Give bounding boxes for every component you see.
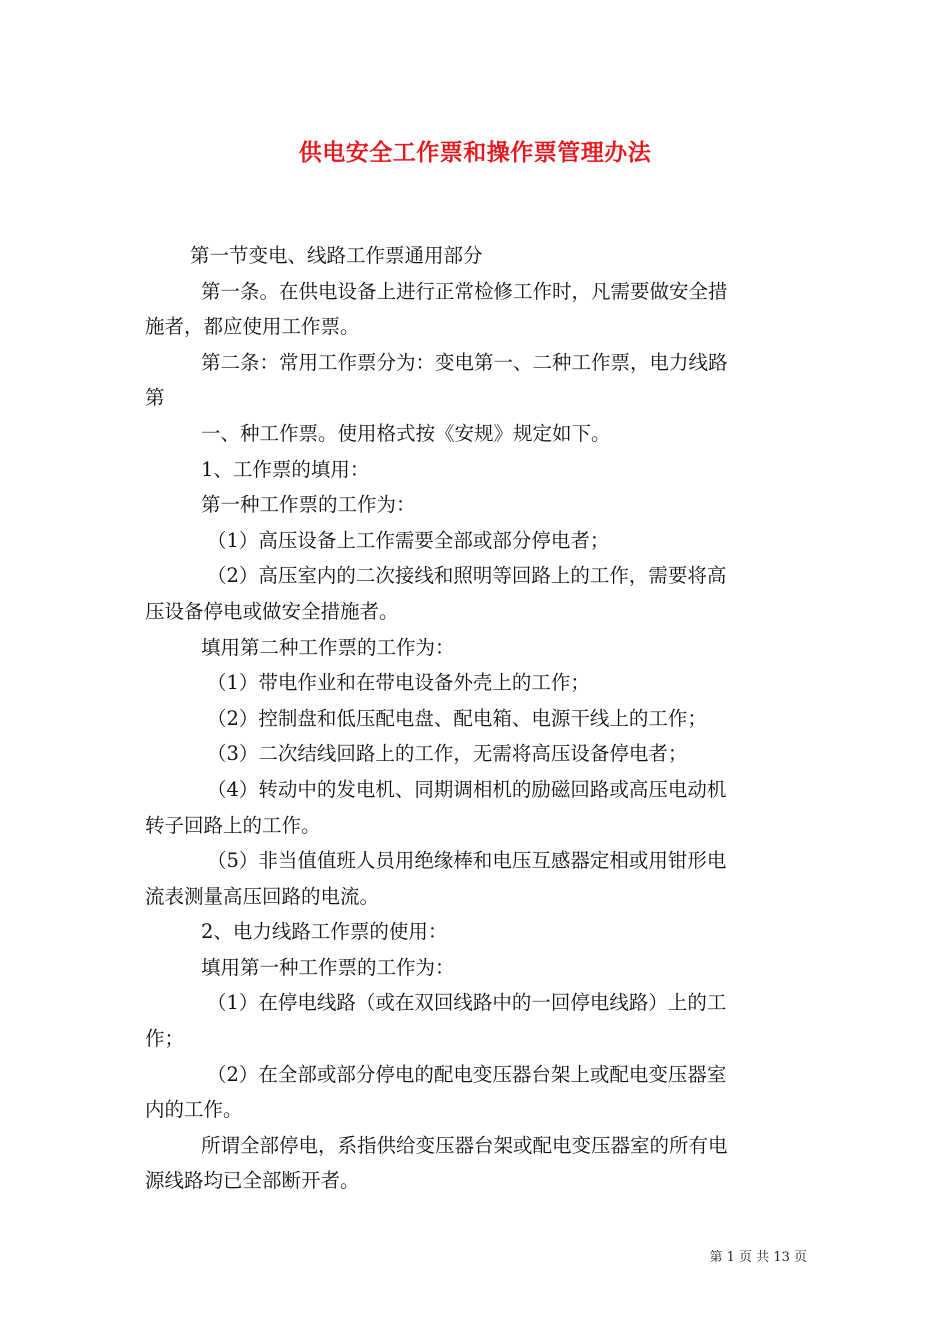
- paragraph-line: 内的工作。: [145, 1098, 243, 1122]
- list-item: （1）在停电线路（或在双回线路中的一回停电线路）上的工: [207, 991, 727, 1015]
- paragraph-line: 压设备停电或做安全措施者。: [145, 599, 399, 623]
- paragraph-line: 第二条：常用工作票分为：变电第一、二种工作票，电力线路: [201, 350, 728, 374]
- paragraph-line: 施者，都应使用工作票。: [145, 315, 360, 339]
- paragraph-line: 流表测量高压回路的电流。: [145, 884, 380, 908]
- paragraph-line: 第一条。在供电设备上进行正常检修工作时，凡需要做安全措: [201, 279, 728, 303]
- list-item: （3）二次结线回路上的工作，无需将高压设备停电者；: [207, 742, 688, 766]
- section-heading: 第一节变电、线路工作票通用部分: [190, 244, 483, 267]
- paragraph-line: 2、电力线路工作票的使用：: [201, 920, 448, 944]
- list-item: （2）高压室内的二次接线和照明等回路上的工作，需要将高: [207, 564, 727, 588]
- paragraph-line: 所谓全部停电，系指供给变压器台架或配电变压器室的所有电: [201, 1133, 728, 1157]
- paragraph-line: 转子回路上的工作。: [145, 813, 321, 837]
- document-title: 供电安全工作票和操作票管理办法: [298, 139, 652, 166]
- paragraph-line: 第一种工作票的工作为：: [201, 493, 416, 517]
- list-item: （4）转动中的发电机、同期调相机的励磁回路或高压电动机: [207, 777, 727, 801]
- list-item: （2）控制盘和低压配电盘、配电箱、电源干线上的工作；: [207, 706, 707, 730]
- paragraph-line: 填用第一种工作票的工作为：: [201, 955, 455, 979]
- document-body: [145, 238, 810, 1199]
- paragraph-line: 一、种工作票。使用格式按《安规》规定如下。: [201, 421, 611, 445]
- list-item: （5）非当值值班人员用绝缘棒和电压互感器定相或用钳形电: [207, 849, 727, 873]
- list-item: （1）带电作业和在带电设备外壳上的工作；: [207, 671, 590, 695]
- paragraph-line: 源线路均已全部断开者。: [145, 1169, 360, 1193]
- list-item: （2）在全部或部分停电的配电变压器台架上或配电变压器室: [207, 1062, 727, 1086]
- paragraph-line: 填用第二种工作票的工作为：: [201, 635, 455, 659]
- paragraph-line: 第: [145, 386, 165, 410]
- page-number-footer: 第 1 页 共 13 页: [709, 1250, 807, 1265]
- paragraph-line: 1、工作票的填用：: [201, 457, 370, 481]
- paragraph-line: 作；: [145, 1027, 185, 1051]
- list-item: （1）高压设备上工作需要全部或部分停电者；: [207, 528, 610, 552]
